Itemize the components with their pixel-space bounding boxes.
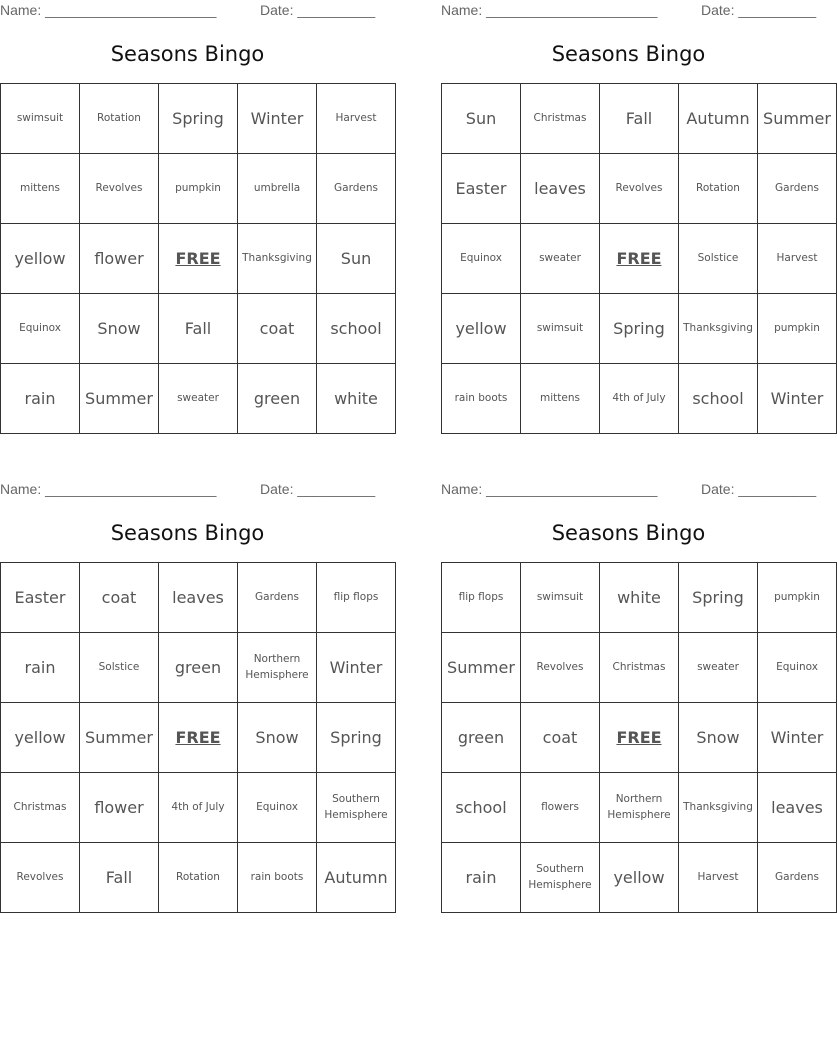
- bingo-cell: 4th of July: [159, 773, 238, 843]
- bingo-cell: Autumn: [679, 84, 758, 154]
- bingo-cell: Northern Hemisphere: [238, 633, 317, 703]
- bingo-cell: Winter: [238, 84, 317, 154]
- bingo-cell: Rotation: [679, 154, 758, 224]
- bingo-cell: Gardens: [317, 154, 396, 224]
- bingo-cell: Winter: [758, 703, 837, 773]
- bingo-cell: Thanksgiving: [679, 773, 758, 843]
- bingo-cell: Fall: [80, 843, 159, 913]
- bingo-cell: flower: [80, 224, 159, 294]
- bingo-cell: Spring: [159, 84, 238, 154]
- bingo-cell: Equinox: [758, 633, 837, 703]
- bingo-row: [1, 224, 396, 294]
- bingo-cell: Gardens: [238, 563, 317, 633]
- bingo-cell: Equinox: [1, 294, 80, 364]
- bingo-cell: Summer: [758, 84, 837, 154]
- date-field-label: Date: __________: [260, 481, 376, 497]
- bingo-cell: Snow: [80, 294, 159, 364]
- bingo-cell: leaves: [159, 563, 238, 633]
- bingo-row: [1, 294, 396, 364]
- bingo-row: [442, 84, 837, 154]
- bingo-cell: Sun: [442, 84, 521, 154]
- bingo-row: [1, 773, 396, 843]
- bingo-cell: Revolves: [521, 633, 600, 703]
- bingo-cell: Equinox: [442, 224, 521, 294]
- bingo-row: [1, 364, 396, 434]
- bingo-cell: Revolves: [1, 843, 80, 913]
- bingo-cell: Solstice: [679, 224, 758, 294]
- bingo-cell: swimsuit: [1, 84, 80, 154]
- bingo-cell: flower: [80, 773, 159, 843]
- bingo-cell: Spring: [679, 563, 758, 633]
- bingo-card-4: [441, 479, 824, 911]
- bingo-card-2: [441, 0, 831, 432]
- bingo-cell: Winter: [758, 364, 837, 434]
- bingo-cell: Christmas: [1, 773, 80, 843]
- bingo-cell: Harvest: [317, 84, 396, 154]
- bingo-cell: Easter: [1, 563, 80, 633]
- bingo-cell: Harvest: [758, 224, 837, 294]
- bingo-cell: yellow: [1, 703, 80, 773]
- bingo-row: [442, 563, 837, 633]
- bingo-cell: coat: [521, 703, 600, 773]
- date-field-label: Date: __________: [260, 2, 376, 18]
- bingo-cell: leaves: [521, 154, 600, 224]
- bingo-row: [1, 843, 396, 913]
- bingo-cell: pumpkin: [758, 294, 837, 364]
- bingo-cell: green: [442, 703, 521, 773]
- name-field-label: Name: ______________________: [0, 481, 217, 497]
- bingo-cell: Northern Hemisphere: [600, 773, 679, 843]
- bingo-cell: Easter: [442, 154, 521, 224]
- bingo-row: [442, 703, 837, 773]
- name-field-label: Name: ______________________: [441, 481, 658, 497]
- bingo-cell: school: [317, 294, 396, 364]
- bingo-cell: Solstice: [80, 633, 159, 703]
- bingo-cell: Thanksgiving: [238, 224, 317, 294]
- bingo-cell: rain: [1, 633, 80, 703]
- bingo-cell: sweater: [521, 224, 600, 294]
- bingo-cell: swimsuit: [521, 563, 600, 633]
- bingo-row: [1, 703, 396, 773]
- bingo-row: [1, 84, 396, 154]
- bingo-cell: coat: [238, 294, 317, 364]
- bingo-cell: Christmas: [521, 84, 600, 154]
- bingo-cell: Summer: [80, 703, 159, 773]
- bingo-cell: rain: [442, 843, 521, 913]
- bingo-cell: yellow: [600, 843, 679, 913]
- bingo-cell: Snow: [679, 703, 758, 773]
- bingo-cell: pumpkin: [159, 154, 238, 224]
- bingo-cell: Rotation: [159, 843, 238, 913]
- name-field-label: Name: ______________________: [0, 2, 217, 18]
- bingo-cell: 4th of July: [600, 364, 679, 434]
- bingo-cell: Fall: [159, 294, 238, 364]
- card-title: Seasons Bingo: [110, 42, 265, 66]
- bingo-cell: flip flops: [442, 563, 521, 633]
- card-title: Seasons Bingo: [551, 42, 706, 66]
- free-space-cell: FREE: [159, 703, 238, 773]
- bingo-cell: Summer: [80, 364, 159, 434]
- bingo-cell: mittens: [1, 154, 80, 224]
- bingo-cell: yellow: [1, 224, 80, 294]
- bingo-cell: Fall: [600, 84, 679, 154]
- free-space-cell: FREE: [159, 224, 238, 294]
- bingo-row: [442, 154, 837, 224]
- bingo-cell: Southern Hemisphere: [521, 843, 600, 913]
- bingo-row: [442, 773, 837, 843]
- bingo-cell: Summer: [442, 633, 521, 703]
- bingo-cell: flowers: [521, 773, 600, 843]
- bingo-card-3: [0, 479, 388, 911]
- bingo-cell: Autumn: [317, 843, 396, 913]
- bingo-cell: mittens: [521, 364, 600, 434]
- bingo-cell: school: [679, 364, 758, 434]
- bingo-grid: [0, 83, 396, 434]
- bingo-row: [442, 224, 837, 294]
- bingo-cell: swimsuit: [521, 294, 600, 364]
- bingo-cell: rain: [1, 364, 80, 434]
- bingo-cell: Revolves: [600, 154, 679, 224]
- free-space-cell: FREE: [600, 224, 679, 294]
- bingo-row: [442, 633, 837, 703]
- bingo-row: [1, 633, 396, 703]
- bingo-cell: school: [442, 773, 521, 843]
- bingo-cell: flip flops: [317, 563, 396, 633]
- bingo-cell: Winter: [317, 633, 396, 703]
- bingo-row: [442, 294, 837, 364]
- bingo-grid: [441, 83, 837, 434]
- bingo-cell: yellow: [442, 294, 521, 364]
- bingo-cell: pumpkin: [758, 563, 837, 633]
- bingo-card-1: [0, 0, 382, 432]
- bingo-row: [1, 154, 396, 224]
- bingo-cell: sweater: [679, 633, 758, 703]
- bingo-cell: green: [238, 364, 317, 434]
- bingo-cell: Equinox: [238, 773, 317, 843]
- bingo-cell: Spring: [317, 703, 396, 773]
- bingo-cell: Harvest: [679, 843, 758, 913]
- bingo-cell: Southern Hemisphere: [317, 773, 396, 843]
- card-title: Seasons Bingo: [551, 521, 706, 545]
- bingo-cell: Gardens: [758, 843, 837, 913]
- bingo-cell: Gardens: [758, 154, 837, 224]
- bingo-grid: [441, 562, 837, 913]
- date-field-label: Date: __________: [701, 2, 817, 18]
- free-space-cell: FREE: [600, 703, 679, 773]
- bingo-cell: rain boots: [238, 843, 317, 913]
- bingo-cell: white: [600, 563, 679, 633]
- bingo-cell: green: [159, 633, 238, 703]
- card-title: Seasons Bingo: [110, 521, 265, 545]
- bingo-cell: Revolves: [80, 154, 159, 224]
- date-field-label: Date: __________: [701, 481, 817, 497]
- bingo-cell: Spring: [600, 294, 679, 364]
- bingo-grid: [0, 562, 396, 913]
- bingo-cell: Snow: [238, 703, 317, 773]
- bingo-cell: Sun: [317, 224, 396, 294]
- bingo-row: [1, 563, 396, 633]
- bingo-row: [442, 843, 837, 913]
- bingo-cell: umbrella: [238, 154, 317, 224]
- bingo-cell: Rotation: [80, 84, 159, 154]
- bingo-cell: sweater: [159, 364, 238, 434]
- bingo-row: [442, 364, 837, 434]
- name-field-label: Name: ______________________: [441, 2, 658, 18]
- bingo-cell: rain boots: [442, 364, 521, 434]
- bingo-cell: leaves: [758, 773, 837, 843]
- bingo-cell: Thanksgiving: [679, 294, 758, 364]
- bingo-cell: Christmas: [600, 633, 679, 703]
- bingo-cell: coat: [80, 563, 159, 633]
- bingo-cell: white: [317, 364, 396, 434]
